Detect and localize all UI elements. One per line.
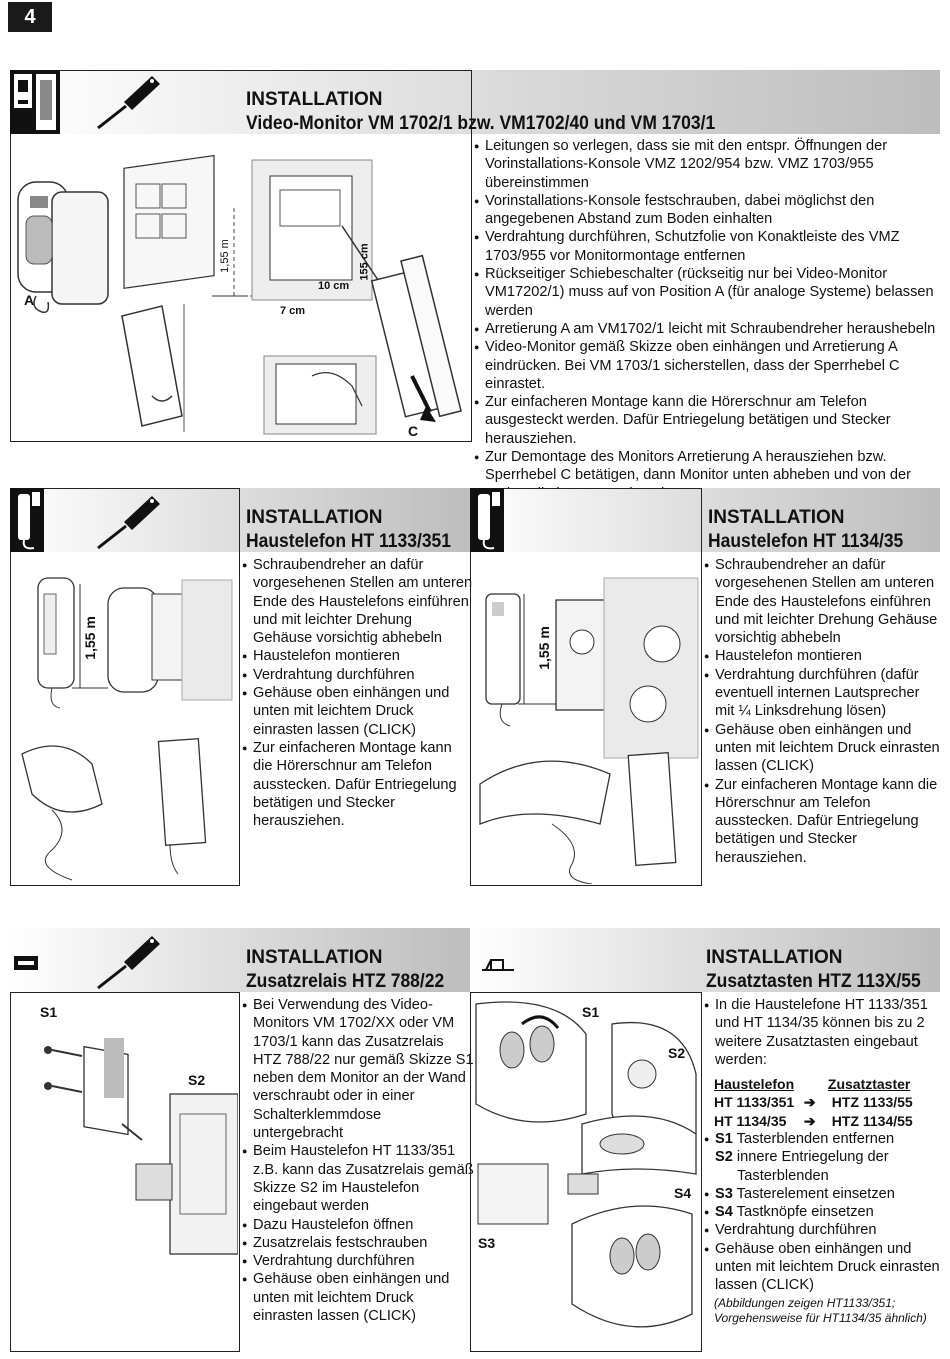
label-s4: S4 bbox=[674, 1185, 692, 1201]
screwdriver-icon bbox=[92, 932, 162, 992]
list-item: ● Video-Monitor gemäß Skizze oben einhängen und Arretierung A eindrücken. Bei VM 1703/1 sicherstellen, dass der Sperrhebel C einrastet. bbox=[474, 338, 936, 393]
list-item: ● Schraubendreher an dafür vorgesehenen Stellen am unteren Ende des Haustelefons einführen und mit leichter Drehung Gehäuse vorsichtig abhebeln bbox=[242, 556, 474, 647]
label-s1: S1 bbox=[40, 1004, 58, 1020]
section4-title: INSTALLATION Zusatzrelais HTZ 788/22 bbox=[246, 947, 445, 992]
arrow-right-icon: ➔ bbox=[803, 1112, 816, 1129]
list-item: ● S2 innere Entriegelung der Tasterblenden bbox=[704, 1148, 940, 1185]
row2-phone: HT 1134/35 bbox=[714, 1112, 787, 1129]
label-s2: S2 bbox=[668, 1045, 686, 1061]
section5-note: (Abbildungen zeigen HT1133/351; Vorgehensweise für HT1134/35 ähnlich) bbox=[714, 1296, 927, 1325]
section4-illustration bbox=[12, 994, 238, 1350]
section3-list bbox=[704, 556, 940, 867]
list-item: ● Zur Demontage des Monitors Arretierung A herausziehen bzw. Sperrhebel C betätigen, dann Monitor unten abheben und von der bbox=[474, 448, 936, 503]
arrow-right-icon: ➔ bbox=[803, 1094, 816, 1111]
screwdriver-icon bbox=[92, 492, 162, 552]
list-item: ● Verdrahtung durchführen bbox=[242, 1252, 474, 1270]
label-7cm: 7 cm bbox=[280, 305, 306, 317]
label-10cm: 10 cm bbox=[318, 280, 350, 292]
list-item: ● Verdrahtung durchführen bbox=[242, 666, 474, 684]
list-item: ● Haustelefon montieren bbox=[704, 647, 940, 665]
section3-illustration bbox=[472, 554, 700, 884]
list-item: ● Haustelefon montieren bbox=[242, 647, 474, 665]
list-item: ● Zur einfacheren Montage kann die Hörerschnur am Telefon ausstecken. Dafür Entriegelung betätigen und Stecker herausziehen. bbox=[704, 776, 940, 867]
label-c: C bbox=[408, 423, 419, 439]
list-item: ● Verdrahtung durchführen bbox=[704, 1221, 940, 1239]
section1-list bbox=[474, 137, 936, 503]
section5-intro bbox=[704, 996, 940, 1069]
label-s3: S3 bbox=[478, 1235, 496, 1251]
col-head-button: Zusatztaster bbox=[827, 1076, 911, 1092]
table-header bbox=[714, 1075, 940, 1093]
list-item: ● Verdrahtung durchführen (dafür eventuell internen Lautsprecher mit ¼ Linksdrehung lösen) bbox=[704, 666, 940, 721]
list-item: ● Zur einfacheren Montage kann die Hörerschnur am Telefon ausgesteckt werden. Dafür Entriegelung betätigen und Stecker herausziehen. bbox=[474, 393, 936, 448]
list-item: ● Gehäuse oben einhängen und unten mit leichtem Druck einrasten lassen (CLICK) bbox=[242, 684, 474, 739]
list-item: ● Rückseitiger Schiebeschalter (rückseitig nur bei Video-Monitor VM17202/1) muss auf von Position A (für analoge Systeme) belassen werden bbox=[474, 265, 936, 320]
monitor-icon bbox=[10, 70, 60, 134]
button-icon bbox=[482, 956, 514, 974]
row1-button: HTZ 1133/55 bbox=[831, 1094, 913, 1111]
list-item: ● Gehäuse oben einhängen und unten mit leichtem Druck einrasten lassen (CLICK) bbox=[242, 1270, 474, 1325]
list-item: ● Schraubendreher an dafür vorgesehenen Stellen am unteren Ende des Haustelefons einführen und mit leichter Drehung Gehäuse vorsichtig abhebeln bbox=[704, 556, 940, 647]
relay-icon bbox=[14, 956, 38, 970]
list-item: ● Vorinstallations-Konsole festschrauben, dabei möglichst den angegebenen Abstand zum Boden einhalten bbox=[474, 192, 936, 229]
section5-model-table bbox=[714, 1075, 940, 1130]
section5-illustration bbox=[472, 994, 700, 1350]
phone-icon bbox=[10, 488, 44, 552]
list-item: ● S1 Tasterblenden entfernen bbox=[704, 1130, 940, 1148]
list-item: ● In die Haustelefone HT 1133/351 und HT 1134/35 können bis zu 2 weitere Zusatztasten eingebaut werden: bbox=[704, 996, 940, 1069]
section1-illustration bbox=[12, 136, 470, 440]
list-item: ● Gehäuse oben einhängen und unten mit leichtem Druck einrasten lassen (CLICK) bbox=[704, 1240, 940, 1295]
list-item: ● Gehäuse oben einhängen und unten mit leichtem Druck einrasten lassen (CLICK) bbox=[704, 721, 940, 776]
list-item: ● S3 Tasterelement einsetzen bbox=[704, 1185, 940, 1203]
section2-illustration bbox=[12, 554, 238, 884]
table-row bbox=[714, 1112, 940, 1130]
row2-button: HTZ 1134/55 bbox=[831, 1112, 913, 1129]
list-item: ● Beim Haustelefon HT 1133/351 z.B. kann das Zusatzrelais gemäß Skizze S2 im Haustelefon eingebaut werden bbox=[242, 1142, 474, 1215]
row1-phone: HT 1133/351 bbox=[714, 1094, 795, 1111]
section4-list bbox=[242, 996, 474, 1325]
list-item: ● Leitungen so verlegen, dass sie mit den entspr. Öffnungen der Vorinstallations-Konsole VMZ 1202/954 bzw. VMZ 1703/955 übereinstimmen bbox=[474, 137, 936, 192]
list-item: ● Bei Verwendung des Video-Monitors VM 1702/XX oder VM 1703/1 kann das Zusatzrelais HTZ 788/22 nur gemäß Skizze S1 neben dem Monitor an der Wand verschraubt oder in einer Schalterklemmdose untergebracht bbox=[242, 996, 474, 1142]
label-a: A bbox=[24, 292, 35, 308]
label-s1: S1 bbox=[582, 1004, 600, 1020]
label-1-55m: 1,55 m bbox=[218, 239, 231, 273]
page-number: 4 bbox=[8, 2, 52, 32]
section3-title: INSTALLATION Haustelefon HT 1134/35 bbox=[708, 507, 904, 552]
table-row bbox=[714, 1093, 940, 1111]
section1-title: INSTALLATION Video-Monitor VM 1702/1 bzw. VM1702/40 und VM 1703/1 bbox=[246, 89, 716, 134]
label-height: 1,55 m bbox=[535, 626, 552, 670]
list-item: ● Zusatzrelais festschrauben bbox=[242, 1234, 474, 1252]
list-item: ● Zur einfacheren Montage kann die Hörerschnur am Telefon ausstecken. Dafür Entriegelung betätigen und Stecker herausziehen. bbox=[242, 739, 474, 830]
label-155cm: 155 cm bbox=[358, 243, 371, 281]
list-item: ● Dazu Haustelefon öffnen bbox=[242, 1216, 474, 1234]
phone-icon bbox=[470, 488, 504, 552]
list-item: ● S4 Tastknöpfe einsetzen bbox=[704, 1203, 940, 1221]
col-head-phone: Haustelefon bbox=[714, 1076, 795, 1092]
section2-title: INSTALLATION Haustelefon HT 1133/351 bbox=[246, 507, 452, 552]
section2-list bbox=[242, 556, 474, 830]
label-s2: S2 bbox=[188, 1072, 206, 1088]
section5-title: INSTALLATION Zusatztasten HTZ 113X/55 bbox=[706, 947, 921, 992]
screwdriver-icon bbox=[92, 72, 162, 132]
list-item: ● Arretierung A am VM1702/1 leicht mit Schraubendreher heraushebeln bbox=[474, 320, 936, 338]
label-height: 1,55 m bbox=[81, 616, 98, 660]
section5-steps bbox=[704, 1130, 940, 1295]
list-item: ● Verdrahtung durchführen, Schutzfolie von Konaktleiste des VMZ 1703/955 vor Monitormontage entfernen bbox=[474, 228, 936, 265]
